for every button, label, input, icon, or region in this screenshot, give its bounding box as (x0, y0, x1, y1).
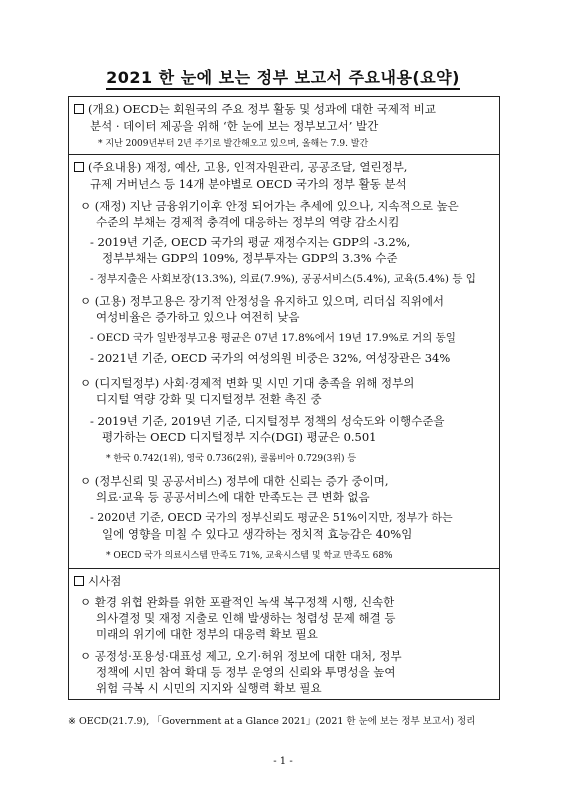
trust-bullet: ㅇ (정부신뢰 및 공공서비스) 정부에 대한 신뢰는 증가 중이며, (80, 474, 389, 488)
digital-detail-1-cont: 평가하는 OECD 디지털정부 지수(DGI) 평균은 0.501 (102, 430, 377, 444)
implication-1: ㅇ 환경 위협 완화를 위한 포괄적인 녹색 복구정책 시행, 신속한 (80, 595, 395, 609)
trust-detail-1: - 2020년 기준, OECD 국가의 정부신뢰도 평균은 51%이지만, 정부가 하는 (90, 511, 453, 524)
overview-heading-cont: 분석 · 데이터 제공을 위해 ‘한 눈에 보는 정부보고서’ 발간 (90, 119, 379, 133)
digital-bullet-cont: 디지털 역량 강화 및 디지털정부 전환 촉진 중 (96, 392, 322, 406)
digital-note: * 한국 0.742(1위), 영국 0.736(2위), 콜롬비아 0.729(3위) 등 (106, 454, 357, 464)
fiscal-detail-2: - 정부지출은 사회보장(13.3%), 의료(7.9%), 공공서비스(5.4%), 교육(5.4%) 등 입 (90, 273, 476, 285)
main-content-heading: (주요내용) 재정, 예산, 고용, 인적자원관리, 공공조달, 열린정부, (74, 159, 407, 175)
employment-detail-1: - OECD 국가 일반정부고용 평균은 07년 17.8%에서 19년 17.9%로 거의 동일 (90, 332, 456, 344)
implication-2-cont2: 위험 극복 시 시민의 지지와 실행력 확보 필요 (96, 681, 322, 695)
trust-note: * OECD 국가 의료시스템 만족도 71%, 교육시스템 및 학교 만족도 68% (106, 551, 393, 561)
trust-detail-1-cont: 일에 영향을 미칠 수 있다고 생각하는 정치적 효능감은 40%임 (102, 527, 413, 541)
source-footnote: ※ OECD(21.7.9), 「Government at a Glance 2021」(2021 한 눈에 보는 정부 보고서) 정리 (68, 716, 476, 727)
fiscal-detail-1: - 2019년 기준, OECD 국가의 평균 재정수지는 GDP의 -3.2%, (90, 235, 411, 249)
checkbox-square-icon (74, 576, 84, 586)
employment-bullet-cont: 여성비율은 증가하고 있으나 여전히 낮음 (96, 310, 300, 324)
digital-bullet: ㅇ (디지털정부) 사회·경제적 변화 및 시민 기대 충족을 위해 정부의 (80, 376, 415, 390)
page-title: 2021 한 눈에 보는 정부 보고서 주요내용(요약) (0, 65, 566, 88)
implication-1-cont: 의사결정 및 재정 지출로 인해 발생하는 청렴성 문제 해결 등 (96, 611, 396, 625)
fiscal-bullet-cont: 수준의 부채는 경제적 충격에 대응하는 정부의 역량 감소시킴 (96, 215, 400, 229)
employment-bullet: ㅇ (고용) 정부고용은 장기적 안정성을 유지하고 있으며, 리더십 직위에서 (80, 294, 445, 308)
employment-detail-2: - 2021년 기준, OECD 국가의 여성의원 비중은 32%, 여성장관은 34% (90, 351, 451, 365)
checkbox-square-icon (74, 104, 84, 114)
digital-detail-1: - 2019년 기준, 2019년 기준, 디지털정부 정책의 성숙도와 이행수준을 (90, 414, 445, 428)
overview-note: * 지난 2009년부터 2년 주기로 발간해오고 있으며, 올해는 7.9. 발간 (98, 139, 369, 149)
section-divider (68, 568, 500, 569)
implications-heading: 시사점 (74, 573, 121, 589)
implication-2: ㅇ 공정성·포용성·대표성 제고, 오기·허위 정보에 대한 대처, 정부 (80, 649, 402, 663)
section-divider (68, 154, 500, 155)
fiscal-detail-1-cont: 정부부채는 GDP의 109%, 정부투자는 GDP의 3.3% 수준 (102, 251, 398, 265)
trust-bullet-cont: 의료·교육 등 공공서비스에 대한 만족도는 큰 변화 없음 (96, 490, 370, 504)
implication-2-cont: 정책에 시민 참여 확대 등 정부 운영의 신뢰와 투명성을 높여 (96, 665, 396, 679)
main-content-heading-cont: 규제 거버넌스 등 14개 분야별로 OECD 국가의 정부 활동 분석 (90, 177, 407, 191)
fiscal-bullet: ㅇ (재정) 지난 금융위기이후 안정 되어가는 추세에 있으나, 지속적으로 높은 (80, 199, 459, 213)
implication-1-cont2: 미래의 위기에 대한 정부의 대응력 확보 필요 (96, 627, 318, 641)
page-number: - 1 - (273, 756, 293, 767)
checkbox-square-icon (74, 162, 84, 172)
overview-heading: (개요) OECD는 회원국의 주요 정부 활동 및 성과에 대한 국제적 비교 (74, 101, 436, 117)
